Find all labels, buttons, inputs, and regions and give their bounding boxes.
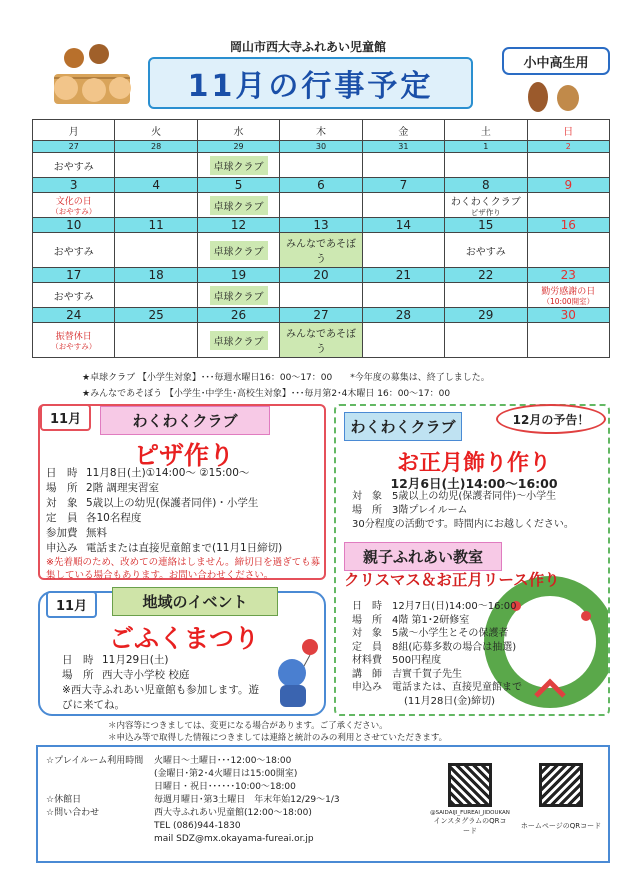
- event-label: おやすみ: [53, 246, 94, 258]
- event-cell: [362, 153, 444, 178]
- event-cell: [197, 153, 279, 178]
- email-address: mail SDZ@mx.okayama-fureai.or.jp: [154, 834, 314, 844]
- date-cell: 25: [115, 308, 197, 323]
- month-badge: 11月: [40, 404, 91, 431]
- note-line: ★卓球クラブ 【小学生対象】･･･毎週水曜日16：00～17：00 *今年度の募集は、終了しました。: [82, 373, 490, 383]
- deadline-text: (11月28日(金)締切): [404, 695, 496, 707]
- event-row: [33, 193, 610, 218]
- contact-name: 西大寺ふれあい児童館(12:00～18:00): [154, 808, 312, 818]
- event-cell: [280, 283, 362, 308]
- detail-row: [352, 490, 608, 504]
- date-cell: 11: [115, 218, 197, 233]
- detail-value: 各10名程度: [86, 512, 142, 524]
- event-sublabel: ピザ作り: [470, 208, 501, 217]
- event-label: みんなであそぼう: [280, 323, 361, 357]
- event-cell: [280, 323, 362, 358]
- event-label: おやすみ: [53, 291, 94, 303]
- closed-days: 毎週月曜日･第3土曜日 年末年始12/29～1/3: [154, 795, 340, 805]
- event-row: [33, 283, 610, 308]
- detail-key: 日 時: [62, 654, 94, 666]
- qr-caption: ホームページのQRコード: [520, 822, 602, 830]
- note-line: ★みんなであそぼう 【小学生･中学生･高校生対象】･･･毎月第2･4木曜日 16：00～17：00: [82, 389, 451, 399]
- hours-line: 火曜日～土曜日･･･12:00～18:00: [154, 756, 292, 766]
- note-text: ※西大寺ふれあい児童館も参加します。遊びに来てね。: [62, 684, 259, 711]
- contact-label: ☆問い合わせ: [46, 808, 100, 818]
- weekday-row: [33, 120, 610, 141]
- event-cell: [362, 323, 444, 358]
- event-row: [33, 153, 610, 178]
- footer-row: [46, 768, 416, 781]
- organization-name: 岡山市西大寺ふれあい児童館: [229, 40, 386, 54]
- weekday-fri: 金: [362, 120, 444, 141]
- date-cell: 13: [280, 218, 362, 233]
- date-cell: 30: [280, 141, 362, 153]
- event-cell: [527, 283, 609, 308]
- event-cell: [33, 193, 115, 218]
- date-cell: 24: [33, 308, 115, 323]
- date-cell: 29: [197, 141, 279, 153]
- closed-label: ☆休館日: [46, 795, 82, 805]
- event-cell: [33, 323, 115, 358]
- homepage-qr-block: [518, 763, 604, 831]
- weekday-thu: 木: [280, 120, 362, 141]
- date-cell: 6: [280, 178, 362, 193]
- event-cell: [527, 153, 609, 178]
- calendar-table: [32, 119, 610, 358]
- event-cell: [115, 283, 197, 308]
- detail-row: [352, 654, 602, 668]
- date-cell: 31: [362, 141, 444, 153]
- event-details: [352, 600, 602, 708]
- event-cell: [280, 153, 362, 178]
- event-cell: [33, 153, 115, 178]
- detail-value: 5歳以上の幼児(保護者同伴)～小学生: [392, 491, 557, 502]
- date-cell: 23: [527, 268, 609, 283]
- event-cell: [362, 233, 444, 268]
- date-cell: 2: [527, 141, 609, 153]
- detail-value: 3階プレイルーム: [392, 505, 468, 516]
- december-preview-panel: [334, 404, 610, 716]
- date-row: [33, 178, 610, 193]
- event-label: わくわくクラブ: [450, 197, 521, 208]
- detail-key: 申込み: [352, 682, 382, 693]
- event-cell: [445, 283, 527, 308]
- event-category: 地域のイベント: [112, 587, 278, 616]
- footer-row: [46, 781, 416, 794]
- footer-row: [46, 794, 416, 807]
- club-label: わくわくクラブ: [100, 406, 270, 435]
- detail-row: [46, 541, 324, 556]
- homepage-qr-icon[interactable]: [539, 763, 583, 807]
- detail-key: 講 師: [352, 668, 382, 680]
- detail-key: 申込み: [46, 542, 78, 554]
- event-cell: [115, 193, 197, 218]
- detail-value: 11月8日(土)①14:00～ ②15:00～: [86, 467, 250, 479]
- date-cell: 27: [280, 308, 362, 323]
- event-sublabel: （おやすみ）: [51, 342, 97, 351]
- detail-value: 11月29日(土): [102, 654, 169, 666]
- detail-row: [352, 504, 608, 518]
- date-cell: 16: [527, 218, 609, 233]
- event-cell: [197, 283, 279, 308]
- event-label: 勤労感謝の日: [541, 287, 596, 297]
- event-cell: [33, 283, 115, 308]
- date-cell: 29: [445, 308, 527, 323]
- event-label: 卓球クラブ: [210, 286, 268, 305]
- event-details: [46, 466, 324, 582]
- event-label: 文化の日: [55, 197, 92, 207]
- event-cell: [197, 323, 279, 358]
- phone-number: TEL (086)944-1830: [154, 821, 241, 831]
- club-notes: [82, 370, 490, 402]
- festival-panel: [38, 591, 326, 716]
- date-cell: 28: [115, 141, 197, 153]
- date-cell: 26: [197, 308, 279, 323]
- date-cell: 8: [445, 178, 527, 193]
- qr-caption: インスタグラムのQRコード: [433, 817, 507, 835]
- date-cell: 4: [115, 178, 197, 193]
- event-cell: [115, 153, 197, 178]
- detail-key: 定 員: [46, 512, 78, 524]
- detail-key: 対 象: [46, 497, 78, 509]
- event-label: 振替休日: [55, 332, 92, 342]
- event-details: [352, 490, 608, 532]
- date-row: [33, 141, 610, 153]
- date-cell: 19: [197, 268, 279, 283]
- class-label: 親子ふれあい教室: [344, 542, 502, 571]
- date-cell: 30: [527, 308, 609, 323]
- date-row: [33, 268, 610, 283]
- date-cell: 22: [445, 268, 527, 283]
- detail-key: 材料費: [352, 655, 382, 666]
- weekday-mon: 月: [33, 120, 115, 141]
- detail-key: 場 所: [62, 669, 94, 681]
- event-cell: [280, 193, 362, 218]
- detail-value: 無料: [86, 527, 107, 539]
- preview-badge: 12月の予告！: [496, 404, 606, 434]
- event-label: 卓球クラブ: [210, 196, 268, 215]
- date-cell: 17: [33, 268, 115, 283]
- detail-row: [46, 526, 324, 541]
- detail-key: 日 時: [352, 601, 382, 612]
- event-cell: [115, 323, 197, 358]
- detail-key: 定 員: [352, 641, 382, 653]
- instagram-id: @SAIDAIJI_FUREAI_JIDOUKAN: [430, 810, 510, 816]
- detail-row: [352, 681, 602, 695]
- footer-text: [46, 755, 416, 846]
- footer-row: [46, 755, 416, 768]
- date-cell: 28: [362, 308, 444, 323]
- detail-row: [46, 481, 324, 496]
- footer-row: [46, 833, 416, 846]
- detail-key: 対 象: [352, 628, 382, 639]
- date-cell: 12: [197, 218, 279, 233]
- detail-key: 対 象: [352, 491, 382, 502]
- date-cell: 10: [33, 218, 115, 233]
- event-label: みんなであそぼう: [280, 233, 361, 267]
- squirrels-illustration: [44, 44, 138, 112]
- detail-value: 4階 第1･2研修室: [392, 614, 470, 626]
- detail-row: [352, 668, 602, 682]
- event-sublabel: （おやすみ）: [51, 207, 97, 216]
- pizza-event-panel: [38, 404, 326, 580]
- detail-key: 場 所: [46, 482, 78, 494]
- detail-row: [352, 600, 602, 614]
- footer-row: [46, 820, 416, 833]
- event-cell: [362, 193, 444, 218]
- date-cell: 3: [33, 178, 115, 193]
- hours-line: 日曜日・祝日･･････10:00～18:00: [154, 782, 296, 792]
- event-sublabel: （10:00開室）: [542, 297, 595, 306]
- event-cell: [115, 233, 197, 268]
- event-cell: [527, 323, 609, 358]
- detail-value: 電話または直接児童館まで(11月1日締切): [86, 542, 283, 554]
- footer-info: [36, 745, 610, 863]
- disclaimer: [108, 720, 447, 744]
- event-label: おやすみ: [53, 161, 94, 173]
- detail-value: 5歳以上の幼児(保護者同伴)・小学生: [86, 497, 259, 509]
- instagram-qr-block: [430, 763, 510, 836]
- event-cell: [527, 233, 609, 268]
- date-cell: 9: [527, 178, 609, 193]
- instagram-qr-icon[interactable]: [448, 763, 492, 807]
- date-row: [33, 308, 610, 323]
- weekday-sun: 日: [527, 120, 609, 141]
- disclaimer-line: ＊申込み等で取得した情報につきましては連絡と統計のみの利用とさせていただきます。: [108, 733, 448, 743]
- event-label: 卓球クラブ: [210, 241, 268, 260]
- detail-row: [46, 496, 324, 511]
- event-cell: [445, 233, 527, 268]
- footer-row: [46, 807, 416, 820]
- event-cell: [33, 233, 115, 268]
- event-cell: [197, 193, 279, 218]
- date-cell: 7: [362, 178, 444, 193]
- date-row: [33, 218, 610, 233]
- warning-text: ※先着順のため、改めての連絡はしません。締切日を過ぎても募集している場合もあります。お問い合わせください。: [46, 557, 321, 581]
- detail-value: 12月7日(日)14:00～16:00: [392, 601, 517, 612]
- event-row: [33, 233, 610, 268]
- event-cell: [445, 193, 527, 218]
- event-label: おやすみ: [465, 246, 506, 258]
- date-cell: 1: [445, 141, 527, 153]
- event-cell: [445, 153, 527, 178]
- detail-row: [352, 627, 602, 641]
- detail-row: [352, 614, 602, 628]
- detail-value: 500円程度: [392, 655, 442, 666]
- detail-row: [352, 641, 602, 655]
- weekday-sat: 土: [445, 120, 527, 141]
- event-title: クリスマス＆お正月リース作り: [344, 571, 560, 589]
- playroom-label: ☆プレイルーム利用時間: [46, 756, 144, 766]
- calendar-body: [33, 141, 610, 358]
- date-cell: 20: [280, 268, 362, 283]
- detail-value: 西大寺小学校 校庭: [102, 669, 190, 681]
- disclaimer-line: ＊内容等につきましては、変更になる場合があります。ご了承ください。: [108, 721, 388, 731]
- club-label: わくわくクラブ: [344, 412, 462, 441]
- event-cell: [197, 233, 279, 268]
- event-datetime: 12月6日(土)14:00～16:00: [390, 476, 558, 491]
- pinecones-icon: [518, 80, 588, 118]
- page-title: 11月の行事予定: [148, 57, 473, 109]
- event-label: 卓球クラブ: [210, 331, 268, 350]
- mascot-illustration: [268, 637, 326, 715]
- event-cell: [280, 233, 362, 268]
- detail-value: 8組(応募多数の場合は抽選): [392, 641, 517, 653]
- event-title: お正月飾り作り: [396, 451, 551, 476]
- weekday-tue: 火: [115, 120, 197, 141]
- date-cell: 5: [197, 178, 279, 193]
- event-title: ピザ作り: [133, 441, 234, 470]
- month-badge: 11月: [46, 591, 97, 618]
- detail-value: 吉實千賀子先生: [392, 668, 462, 680]
- detail-key: 場 所: [352, 614, 382, 626]
- event-cell: [445, 323, 527, 358]
- event-cell: [362, 283, 444, 308]
- detail-row: [46, 466, 324, 481]
- event-row: [33, 323, 610, 358]
- detail-value: 電話または、直接児童館まで: [392, 682, 522, 693]
- detail-key: 日 時: [46, 467, 78, 479]
- date-cell: 21: [362, 268, 444, 283]
- date-cell: 27: [33, 141, 115, 153]
- date-cell: 14: [362, 218, 444, 233]
- hours-line: (金曜日･第2･4火曜日は15:00開室): [154, 769, 298, 779]
- weekday-wed: 水: [197, 120, 279, 141]
- note-text: 30分程度の活動です。時間内にお越しください。: [352, 519, 574, 530]
- detail-key: 場 所: [352, 505, 382, 516]
- detail-value: 5歳～小学生とその保護者: [392, 628, 509, 639]
- event-label: 卓球クラブ: [210, 156, 268, 175]
- detail-row: [46, 511, 324, 526]
- detail-key: 参加費: [46, 527, 78, 539]
- date-cell: 15: [445, 218, 527, 233]
- audience-tag: 小中高生用: [502, 47, 610, 75]
- date-cell: 18: [115, 268, 197, 283]
- detail-value: 2階 調理実習室: [86, 482, 160, 494]
- event-title: ごふくまつり: [108, 624, 259, 653]
- event-cell: [527, 193, 609, 218]
